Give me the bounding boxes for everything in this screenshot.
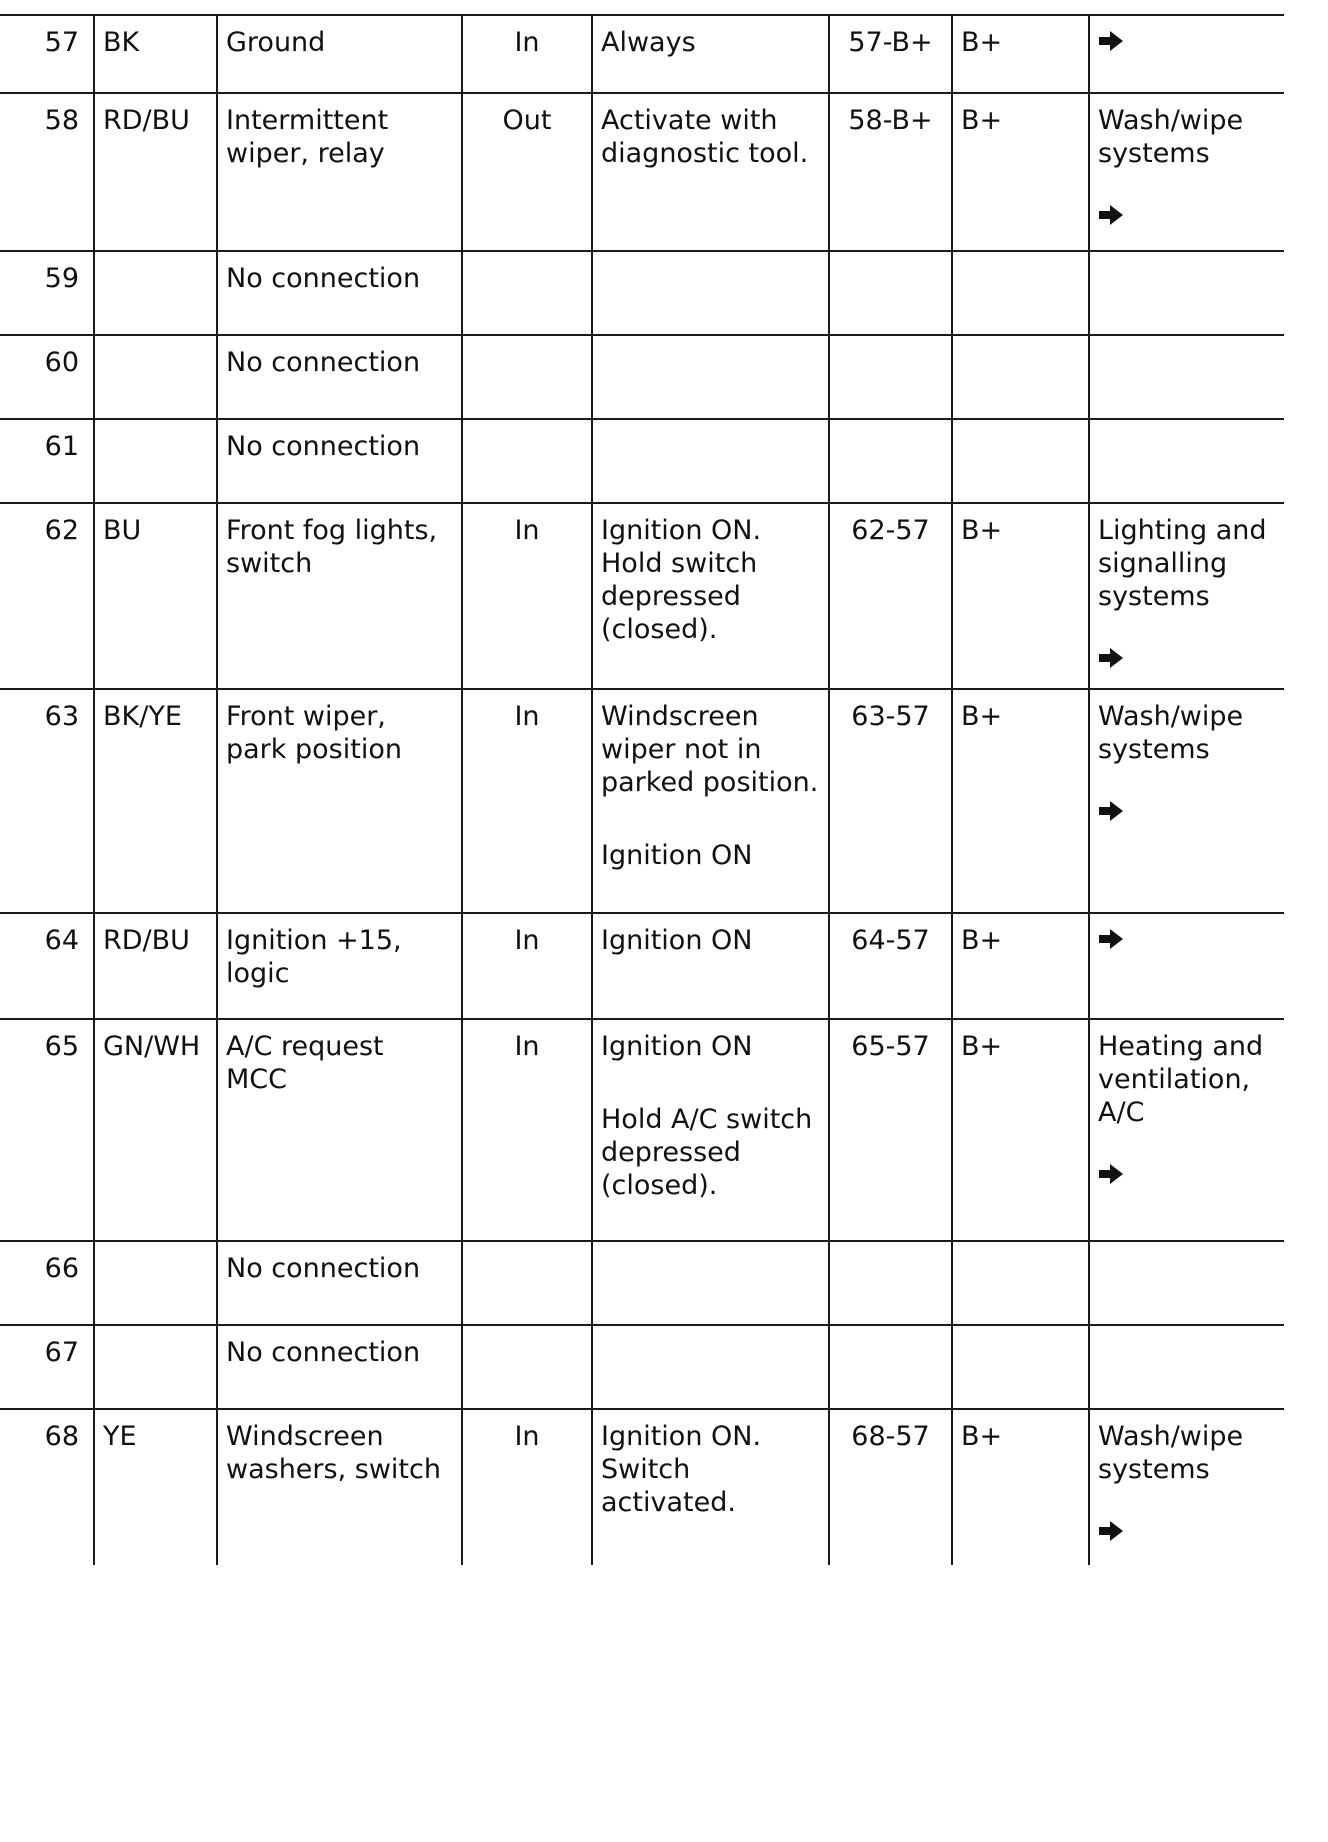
- signal-direction: [462, 1325, 592, 1409]
- nominal-value: B+: [952, 689, 1089, 913]
- table-row: [0, 913, 1284, 1019]
- pin-number: 62: [0, 503, 94, 689]
- nominal-value: B+: [952, 1019, 1089, 1241]
- signal-direction: [462, 419, 592, 503]
- signal-direction: In: [462, 689, 592, 913]
- nominal-value: B+: [952, 913, 1089, 1019]
- connector-pinout-sheet: [0, 14, 1312, 1565]
- table-row: [0, 251, 1284, 335]
- pin-function: Ground: [217, 15, 462, 93]
- measure-between: [829, 419, 952, 503]
- reference-link-text[interactable]: Wash/wipe systems: [1098, 701, 1244, 765]
- measure-between: 62-57: [829, 503, 952, 689]
- test-condition: [592, 419, 829, 503]
- nominal-value: [952, 1325, 1089, 1409]
- right-arrow-icon[interactable]: [1098, 1163, 1124, 1185]
- condition-text: Ignition ON: [601, 1031, 753, 1062]
- right-arrow-icon[interactable]: [1098, 647, 1124, 669]
- condition-text: Always: [601, 27, 696, 58]
- test-condition: [592, 335, 829, 419]
- nominal-value: [952, 251, 1089, 335]
- test-condition: [592, 1325, 829, 1409]
- signal-direction: In: [462, 503, 592, 689]
- reference-cell: [1089, 15, 1284, 93]
- reference-cell: [1089, 689, 1284, 913]
- condition-text: Ignition ON: [601, 925, 753, 956]
- pin-number: 58: [0, 93, 94, 251]
- reference-cell: [1089, 1409, 1284, 1565]
- right-arrow-icon[interactable]: [1098, 928, 1124, 950]
- pin-function: Front wiper, park position: [217, 689, 462, 913]
- measure-between: [829, 335, 952, 419]
- condition-text: Ignition ON. Switch activated.: [601, 1421, 762, 1518]
- signal-direction: [462, 251, 592, 335]
- right-arrow-icon[interactable]: [1098, 800, 1124, 822]
- nominal-value: B+: [952, 15, 1089, 93]
- pin-function: A/C request MCC: [217, 1019, 462, 1241]
- reference-cell: [1089, 1019, 1284, 1241]
- wire-colour: [94, 1241, 217, 1325]
- pin-function: Ignition +15, logic: [217, 913, 462, 1019]
- test-condition: [592, 93, 829, 251]
- reference-cell: [1089, 503, 1284, 689]
- pin-number: 67: [0, 1325, 94, 1409]
- wire-colour: YE: [94, 1409, 217, 1565]
- right-arrow-icon[interactable]: [1098, 1520, 1124, 1542]
- signal-direction: In: [462, 1409, 592, 1565]
- nominal-value: [952, 419, 1089, 503]
- reference-cell: [1089, 93, 1284, 251]
- pin-function: No connection: [217, 335, 462, 419]
- condition-text: Windscreen wiper not in parked position.: [601, 701, 819, 798]
- table-row: [0, 1325, 1284, 1409]
- test-condition: [592, 503, 829, 689]
- nominal-value: B+: [952, 1409, 1089, 1565]
- table-row: [0, 1241, 1284, 1325]
- reference-link-text[interactable]: Wash/wipe systems: [1098, 105, 1244, 169]
- test-condition: [592, 689, 829, 913]
- signal-direction: In: [462, 1019, 592, 1241]
- test-condition: [592, 1019, 829, 1241]
- nominal-value: [952, 1241, 1089, 1325]
- reference-cell: [1089, 913, 1284, 1019]
- wire-colour: [94, 335, 217, 419]
- reference-link-text[interactable]: Wash/wipe systems: [1098, 1421, 1244, 1485]
- table-row: [0, 335, 1284, 419]
- wire-colour: RD/BU: [94, 913, 217, 1019]
- pin-number: 64: [0, 913, 94, 1019]
- condition-spacer: [601, 799, 820, 839]
- signal-direction: [462, 335, 592, 419]
- table-row: [0, 93, 1284, 251]
- pin-function: No connection: [217, 419, 462, 503]
- measure-between: 64-57: [829, 913, 952, 1019]
- pin-number: 59: [0, 251, 94, 335]
- table-row: [0, 419, 1284, 503]
- pin-number: 57: [0, 15, 94, 93]
- right-arrow-icon[interactable]: [1098, 204, 1124, 226]
- measure-between: [829, 1325, 952, 1409]
- pin-number: 65: [0, 1019, 94, 1241]
- wire-colour: [94, 1325, 217, 1409]
- wire-colour: [94, 251, 217, 335]
- pin-function: No connection: [217, 1325, 462, 1409]
- condition-text: Ignition ON. Hold switch depressed (closed).: [601, 515, 762, 645]
- reference-cell: [1089, 419, 1284, 503]
- reference-cell: [1089, 251, 1284, 335]
- nominal-value: B+: [952, 503, 1089, 689]
- table-row: [0, 1409, 1284, 1565]
- condition-text: Ignition ON: [601, 840, 753, 871]
- condition-text: Hold A/C switch depressed (closed).: [601, 1104, 813, 1201]
- test-condition: [592, 913, 829, 1019]
- pinout-table: [0, 14, 1284, 1565]
- pin-number: 68: [44, 1421, 79, 1452]
- pin-function: Windscreen washers, switch: [217, 1409, 462, 1565]
- pin-number: 66: [0, 1241, 94, 1325]
- wire-colour: BK: [94, 15, 217, 93]
- wire-colour: [94, 419, 217, 503]
- condition-spacer: [601, 1063, 820, 1103]
- reference-link-text[interactable]: Lighting and signalling systems: [1098, 515, 1267, 612]
- measure-between: [829, 251, 952, 335]
- wire-colour: BK/YE: [94, 689, 217, 913]
- test-condition: [592, 251, 829, 335]
- pin-function: No connection: [217, 251, 462, 335]
- table-row: [0, 689, 1284, 913]
- pin-function: No connection: [217, 1241, 462, 1325]
- pin-number: 63: [0, 689, 94, 913]
- measure-between: 65-57: [829, 1019, 952, 1241]
- measure-between: 57-B+: [829, 15, 952, 93]
- measure-between: 58-B+: [829, 93, 952, 251]
- measure-between: 68-57: [829, 1409, 952, 1565]
- measure-between: 63-57: [829, 689, 952, 913]
- test-condition: [592, 1409, 829, 1565]
- pinout-rows: [0, 15, 1284, 1565]
- measure-between: [829, 1241, 952, 1325]
- nominal-value: B+: [952, 93, 1089, 251]
- reference-cell: [1089, 1325, 1284, 1409]
- right-arrow-icon[interactable]: [1098, 30, 1124, 52]
- reference-link-text[interactable]: Heating and ventilation, A/C: [1098, 1031, 1264, 1128]
- wire-colour: RD/BU: [94, 93, 217, 251]
- condition-text: Activate with diagnostic tool.: [601, 105, 809, 169]
- reference-cell: [1089, 335, 1284, 419]
- test-condition: [592, 15, 829, 93]
- table-row: [0, 1019, 1284, 1241]
- nominal-value: [952, 335, 1089, 419]
- pin-function: Front fog lights, switch: [217, 503, 462, 689]
- signal-direction: In: [462, 15, 592, 93]
- test-condition: [592, 1241, 829, 1325]
- pin-number: 60: [0, 335, 94, 419]
- wire-colour: GN/WH: [94, 1019, 217, 1241]
- signal-direction: In: [462, 913, 592, 1019]
- signal-direction: [462, 1241, 592, 1325]
- reference-cell: [1089, 1241, 1284, 1325]
- table-row: [0, 503, 1284, 689]
- pin-function: Intermittent wiper, relay: [217, 93, 462, 251]
- pin-number: 61: [0, 419, 94, 503]
- signal-direction: Out: [462, 93, 592, 251]
- table-row: [0, 15, 1284, 93]
- wire-colour: BU: [94, 503, 217, 689]
